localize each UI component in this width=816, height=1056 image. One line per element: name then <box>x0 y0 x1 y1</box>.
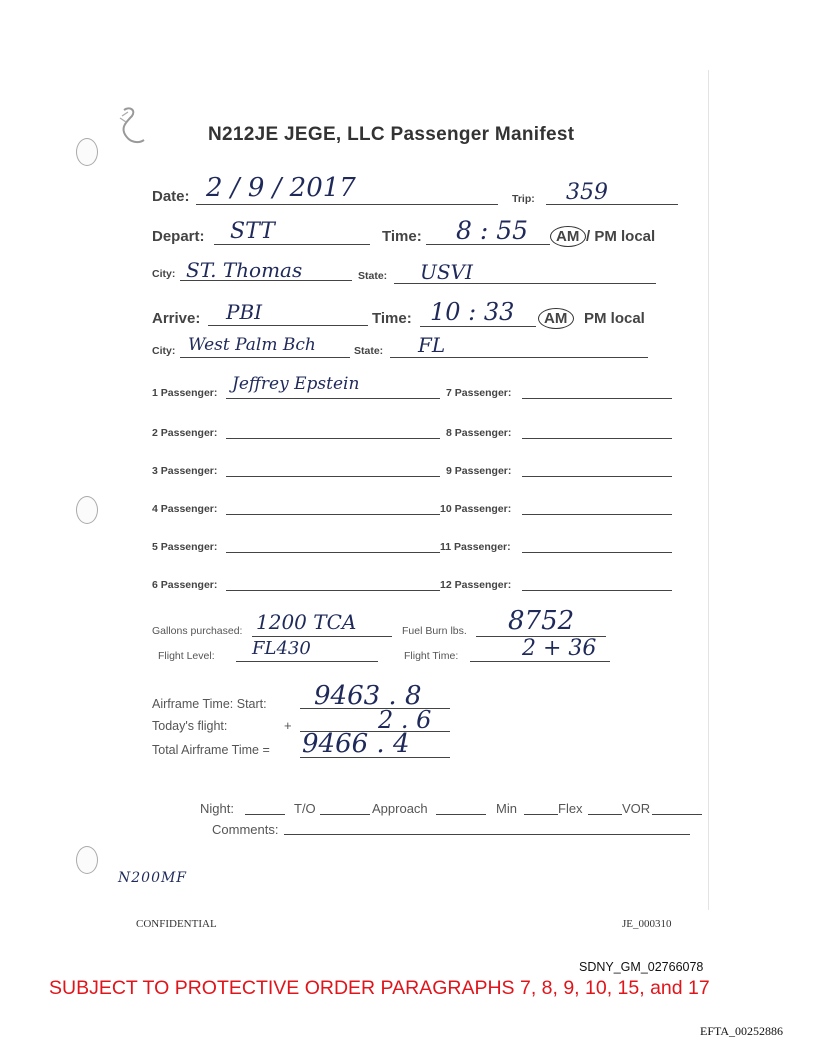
min-label: Min <box>496 801 517 816</box>
depart-city-label: City: <box>152 268 176 280</box>
depart-am-label: AM <box>556 228 580 245</box>
depart-value: STT <box>230 219 275 244</box>
page-edge <box>708 70 709 910</box>
fuel-burn-label: Fuel Burn lbs. <box>402 625 467 637</box>
depart-line <box>214 244 370 245</box>
flight-time-line <box>470 661 610 662</box>
min-line <box>524 814 558 815</box>
flight-level-line <box>236 661 378 662</box>
today-flight-value: 2 . 6 <box>378 706 432 734</box>
passenger-6-line <box>226 590 440 591</box>
arrive-am-label: AM <box>544 310 568 327</box>
flight-time-value: 2 + 36 <box>522 636 597 661</box>
vor-line <box>652 814 702 815</box>
total-airframe-value: 9466 . 4 <box>302 729 410 759</box>
airframe-start-value: 9463 . 8 <box>314 681 422 711</box>
page-id: JE_000310 <box>622 918 672 930</box>
flight-level-label: Flight Level: <box>158 650 215 662</box>
passenger-5-label: 5 Passenger: <box>152 541 218 553</box>
arrive-line <box>208 325 368 326</box>
arrive-city-label: City: <box>152 345 176 357</box>
passenger-9-line <box>522 476 672 477</box>
punch-hole-middle <box>76 496 98 524</box>
date-value: 2 / 9 / 2017 <box>206 173 356 203</box>
passenger-7-label: 7 Passenger: <box>446 387 512 399</box>
to-label: T/O <box>294 801 316 816</box>
depart-pm-local: / PM local <box>586 228 656 245</box>
depart-time-value: 8 : 55 <box>456 216 529 245</box>
confidential-label: CONFIDENTIAL <box>136 918 217 930</box>
passenger-6-label: 6 Passenger: <box>152 579 218 591</box>
passenger-1-label: 1 Passenger: <box>152 387 218 399</box>
passenger-10-label: 10 Passenger: <box>440 503 512 515</box>
passenger-12-line <box>522 590 672 591</box>
passenger-4-line <box>226 514 440 515</box>
approach-line <box>436 814 486 815</box>
arrive-time-value: 10 : 33 <box>430 298 515 326</box>
passenger-12-label: 12 Passenger: <box>440 579 512 591</box>
passenger-5-line <box>226 552 440 553</box>
arrive-time-label: Time: <box>372 310 412 327</box>
date-line <box>196 204 498 205</box>
approach-label: Approach <box>372 801 428 816</box>
comments-label: Comments: <box>212 822 279 837</box>
manifest-title: N212JE JEGE, LLC Passenger Manifest <box>208 124 575 145</box>
passenger-11-line <box>522 552 672 553</box>
staple-mark-icon <box>116 104 150 154</box>
passenger-2-label: 2 Passenger: <box>152 427 218 439</box>
depart-city-value: ST. Thomas <box>186 258 303 282</box>
gallons-label: Gallons purchased: <box>152 625 243 637</box>
vor-label: VOR <box>622 801 651 816</box>
arrive-time-line <box>420 326 536 327</box>
depart-state-label: State: <box>358 270 388 282</box>
night-line <box>245 814 285 815</box>
passenger-10-line <box>522 514 672 515</box>
depart-label: Depart: <box>152 228 205 245</box>
flex-label: Flex <box>558 801 583 816</box>
passenger-4-label: 4 Passenger: <box>152 503 218 515</box>
protective-order-stamp: SUBJECT TO PROTECTIVE ORDER PARAGRAPHS 7, 8, 9, 10, 15, and 17 <box>49 977 710 999</box>
punch-hole-bottom <box>76 846 98 874</box>
fuel-burn-value: 8752 <box>508 606 575 636</box>
arrive-city-value: West Palm Bch <box>188 335 316 355</box>
arrive-state-label: State: <box>354 345 384 357</box>
flex-line <box>588 814 622 815</box>
gallons-value: 1200 TCA <box>256 610 357 634</box>
efta-number: EFTA_00252886 <box>700 1024 784 1038</box>
date-label: Date: <box>152 188 190 205</box>
today-plus-sign: + <box>284 718 292 733</box>
airframe-start-label: Airframe Time: Start: <box>152 697 267 711</box>
arrive-state-value: FL <box>418 333 446 357</box>
gallons-line <box>252 636 392 637</box>
depart-state-value: USVI <box>420 260 473 284</box>
flight-level-value: FL430 <box>252 638 311 659</box>
comments-line <box>284 834 690 835</box>
handwritten-note: N200MF <box>118 870 188 886</box>
arrive-state-line <box>390 357 648 358</box>
punch-hole-top <box>76 138 98 166</box>
trip-label: Trip: <box>512 193 535 205</box>
passenger-2-line <box>226 438 440 439</box>
trip-value: 359 <box>566 180 608 205</box>
arrive-pm-local: PM local <box>584 310 645 327</box>
arrive-city-line <box>180 357 350 358</box>
passenger-3-line <box>226 476 440 477</box>
total-airframe-label: Total Airframe Time = <box>152 743 270 757</box>
flight-time-label: Flight Time: <box>404 650 459 662</box>
today-flight-label: Today's flight: <box>152 719 228 733</box>
to-line <box>320 814 370 815</box>
passenger-1-line <box>226 398 440 399</box>
arrive-value: PBI <box>226 300 263 324</box>
night-label: Night: <box>200 801 234 816</box>
passenger-1-value: Jeffrey Epstein <box>232 374 360 394</box>
passenger-9-label: 9 Passenger: <box>446 465 512 477</box>
depart-time-label: Time: <box>382 228 422 245</box>
passenger-3-label: 3 Passenger: <box>152 465 218 477</box>
passenger-8-line <box>522 438 672 439</box>
bates-number: SDNY_GM_02766078 <box>579 960 704 974</box>
passenger-7-line <box>522 398 672 399</box>
passenger-8-label: 8 Passenger: <box>446 427 512 439</box>
passenger-11-label: 11 Passenger: <box>440 541 511 553</box>
arrive-label: Arrive: <box>152 310 201 327</box>
